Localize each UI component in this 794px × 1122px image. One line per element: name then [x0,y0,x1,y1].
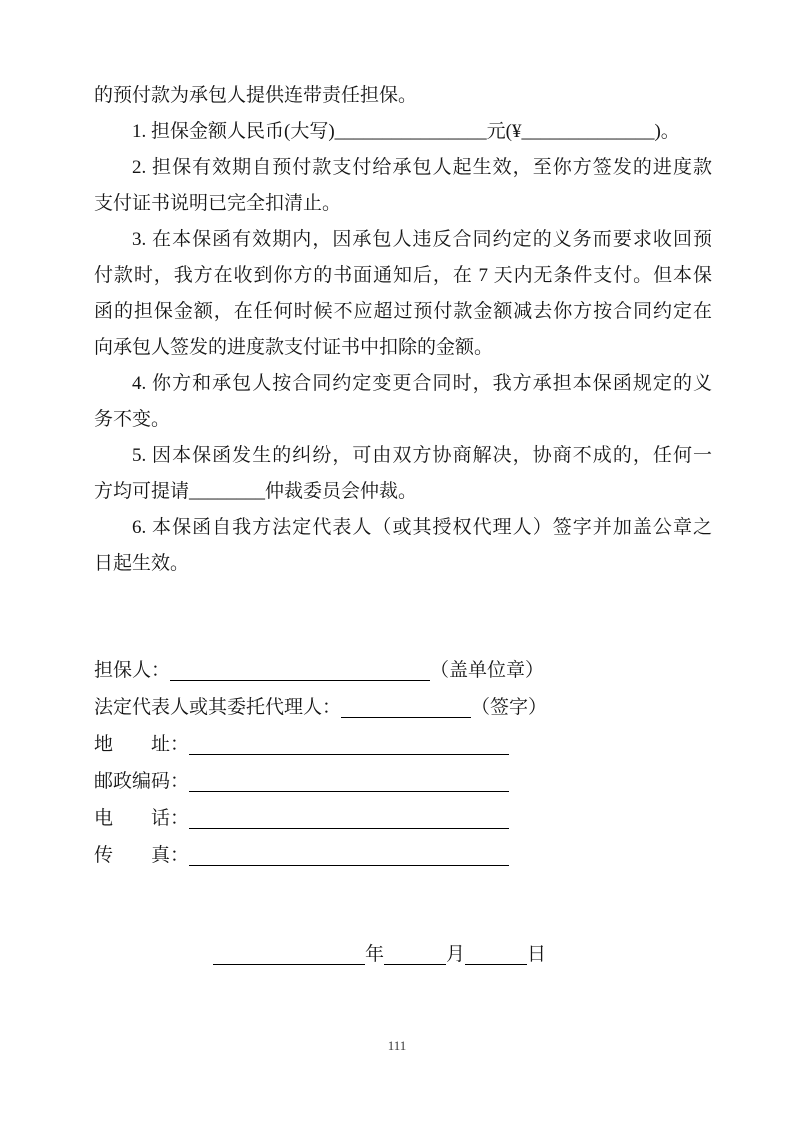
signature-row-telephone [94,800,712,837]
postal-code-label: 邮政编码： [94,771,190,792]
address-blank[interactable] [189,734,509,755]
clause-line: 务不变。 [94,409,171,430]
signature-row-legal-representative [94,689,712,726]
guarantor-label: 担保人： [94,660,171,681]
day-label: 日 [527,944,547,965]
clause-line: 的预付款为承包人提供连带责任担保。 [94,85,418,106]
postal-code-blank[interactable] [189,771,509,792]
clause-line: 5. 因本保函发生的纠纷，可由双方协商解决，协商不成的，任何一 [132,445,712,466]
legal-representative-suffix: （签字） [471,697,548,718]
page-number: 111 [387,1038,407,1053]
guarantor-blank[interactable] [170,660,430,681]
clause-line: 函的担保金额，在任何时候不应超过预付款金额减去你方按合同约定在 [94,301,712,322]
signature-row-fax [94,837,712,874]
date-day-blank[interactable] [465,944,527,965]
telephone-label: 电 话： [94,808,190,829]
clause-line: 支付证书说明已完全扣清止。 [94,193,342,214]
year-label: 年 [365,944,385,965]
clause-line: 向承包人签发的进度款支付证书中扣除的金额。 [94,337,494,358]
clause-line: 付款时，我方在收到你方的书面通知后，在 7 天内无条件支付。但本保 [94,265,712,286]
clause-line: 6. 本保函自我方法定代表人（或其授权代理人）签字并加盖公章之 [132,517,712,538]
address-label: 地 址： [94,734,190,755]
telephone-blank[interactable] [189,808,509,829]
fax-label: 传 真： [94,845,190,866]
legal-representative-blank[interactable] [341,697,471,718]
clause-line: 日起生效。 [94,553,190,574]
date-line [213,942,546,968]
signature-row-postal-code [94,763,712,800]
signature-row-guarantor [94,652,712,689]
month-label: 月 [446,944,466,965]
guarantee-clauses [94,78,712,582]
clause-line: 2. 担保有效期自预付款支付给承包人起生效，至你方签发的进度款 [132,157,712,178]
signature-block [94,652,712,874]
date-month-blank[interactable] [384,944,446,965]
legal-representative-label: 法定代表人或其委托代理人： [94,697,342,718]
date-year-blank[interactable] [213,944,365,965]
clause-line: 3. 在本保函有效期内，因承包人违反合同约定的义务而要求收回预 [132,229,712,250]
fax-blank[interactable] [189,845,509,866]
clause-line: 1. 担保金额人民币(大写)________________元(¥______________)。 [132,121,680,142]
clause-line: 方均可提请________仲裁委员会仲裁。 [94,481,418,502]
guarantor-suffix: （盖单位章） [430,660,545,681]
signature-row-address [94,726,712,763]
clause-line: 4. 你方和承包人按合同约定变更合同时，我方承担本保函规定的义 [132,373,712,394]
